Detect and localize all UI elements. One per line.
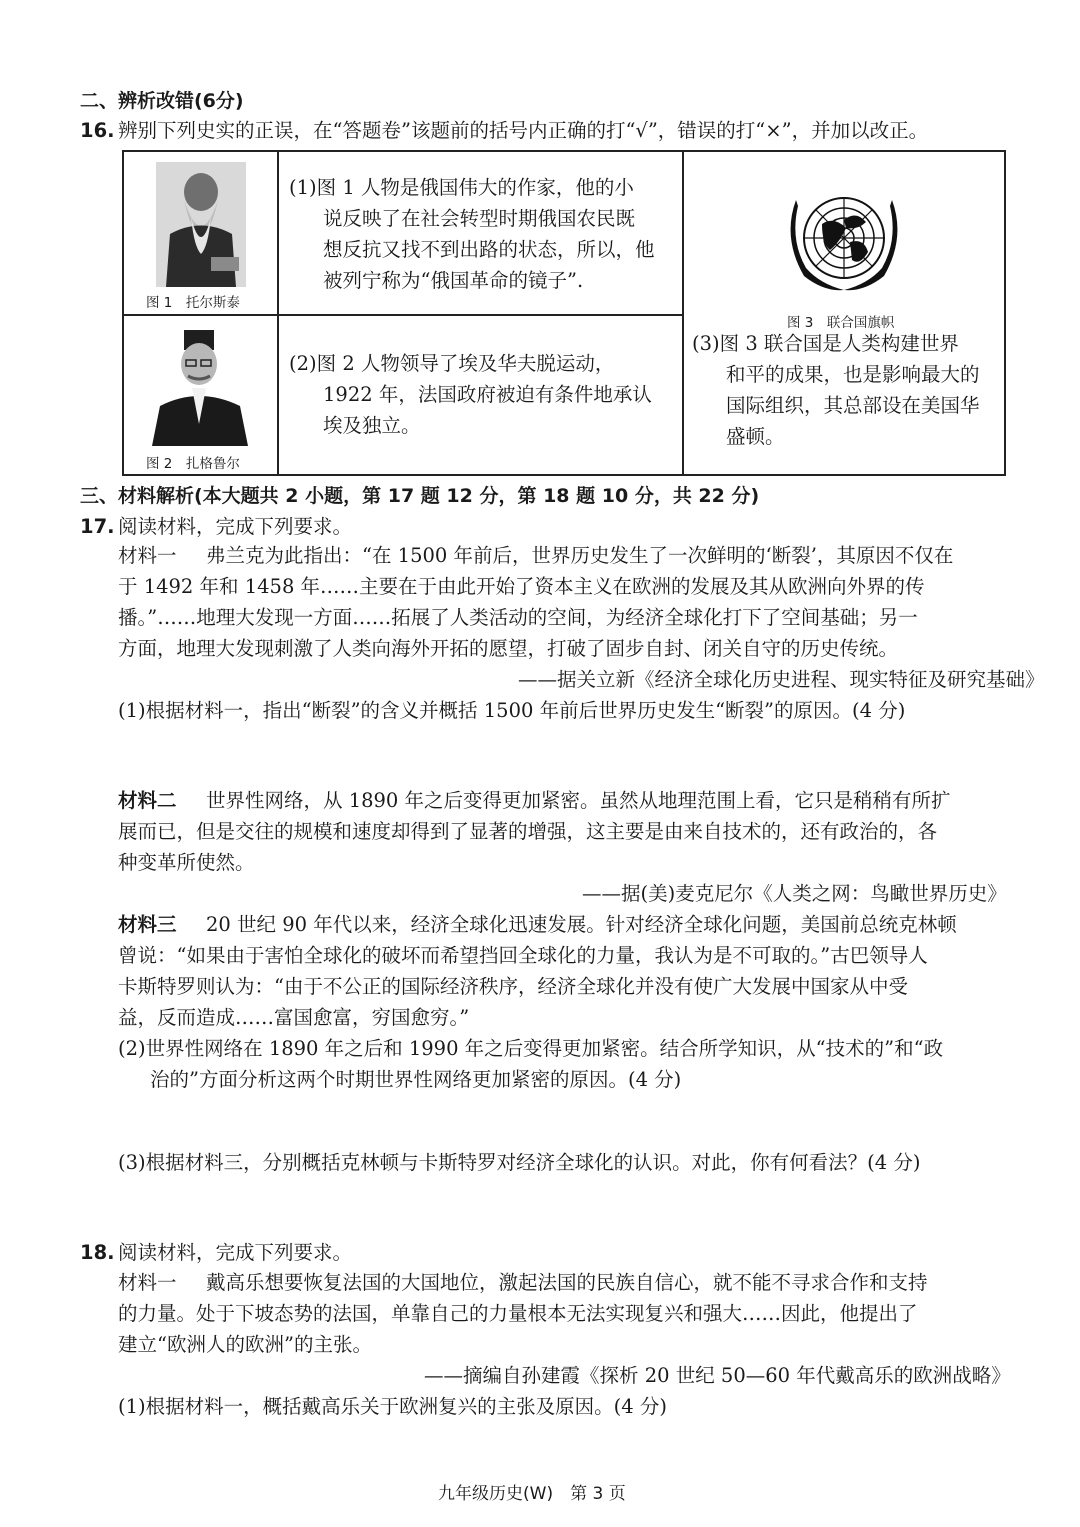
section-heading: 二、辨析改错(6分) xyxy=(80,90,244,112)
figure-caption: 图 2 扎格鲁尔 xyxy=(146,456,240,472)
question-number: 16. xyxy=(80,119,115,142)
material-text: 种变革所使然。 xyxy=(118,851,255,874)
sub-question: (1)根据材料一，概括戴高乐关于欧洲复兴的主张及原因。(4 分) xyxy=(118,1395,667,1418)
material-text: 弗兰克为此指出：“在 1500 年前后，世界历史发生了一次鲜明的‘断裂’，其原因不仅在 xyxy=(206,544,954,567)
item-1-text: (1)图 1 人物是俄国伟大的作家，他的小 说反映了在社会转型时期俄国农民既 想反抗又找不到出路的状态，所以，他 被列宁称为“俄国革命的镜子”. xyxy=(289,176,655,292)
material-text: 戴高乐想要恢复法国的大国地位，激起法国的民族自信心，就不能不寻求合作和支持 xyxy=(206,1271,928,1294)
material-text: 展而已，但是交往的规模和速度却得到了显著的增强，这主要是由来自技术的，还有政治的，各 xyxy=(118,820,938,843)
un-emblem-icon xyxy=(774,180,914,300)
zaghlul-portrait-image xyxy=(148,324,252,446)
material-text: 卡斯特罗则认为：“由于不公正的国际经济秩序，经济全球化并没有使广大发展中国家从中受 xyxy=(118,975,908,998)
material-source: ——摘编自孙建霞《探析 20 世纪 50—60 年代戴高乐的欧洲战略》 xyxy=(424,1364,1011,1387)
item-2-text: (2)图 2 人物领导了埃及华夫脱运动， 1922 年，法国政府被迫有条件地承认 埃及独立。 xyxy=(289,352,652,437)
material-label: 材料二 xyxy=(118,789,177,812)
sub-question: (1)根据材料一，指出“断裂”的含义并概括 1500 年前后世界历史发生“断裂”的原因。(4 分) xyxy=(118,699,906,722)
figure-table xyxy=(122,150,1006,476)
material-text: 益，反而造成……富国愈富，穷国愈穷。” xyxy=(118,1006,470,1029)
sub-question: (2)世界性网络在 1890 年之后和 1990 年之后变得更加紧密。结合所学知识，从“技术的”和“政 xyxy=(118,1037,944,1060)
material-label: 材料一 xyxy=(118,544,177,567)
section-heading: 三、材料解析(本大题共 2 小题，第 17 题 12 分，第 18 题 10 分，共 22 分) xyxy=(80,485,760,507)
material-label: 材料一 xyxy=(118,1271,177,1294)
material-text: 方面，地理大发现刺激了人类向海外开拓的愿望，打破了固步自封、闭关自守的历史传统。 xyxy=(118,637,899,660)
sub-question: (3)根据材料三，分别概括克林顿与卡斯特罗对经济全球化的认识。对此，你有何看法？(4 分) xyxy=(118,1151,921,1174)
question-text: 辨别下列史实的正误，在“答题卷”该题前的括号内正确的打“√”，错误的打“×”，并加以改正。 xyxy=(118,119,929,142)
page-footer: 九年级历史(W) 第 3 页 xyxy=(438,1484,626,1504)
material-text: 曾说：“如果由于害怕全球化的破坏而希望挡回全球化的力量，我认为是不可取的。”古巴领导人 xyxy=(118,944,928,967)
material-text: 播。”……地理大发现一方面……拓展了人类活动的空间，为经济全球化打下了空间基础；另一 xyxy=(118,606,918,629)
material-text: 的力量。处于下坡态势的法国，单靠自己的力量根本无法实现复兴和强大……因此，他提出了 xyxy=(118,1302,918,1325)
figure-caption: 图 3 联合国旗帜 xyxy=(787,315,895,331)
figure-caption: 图 1 托尔斯泰 xyxy=(146,295,240,311)
material-text: 世界性网络，从 1890 年之后变得更加紧密。虽然从地理范围上看，它只是稍稍有所扩 xyxy=(206,789,951,812)
question-intro: 阅读材料，完成下列要求。 xyxy=(118,1241,353,1264)
material-text: 20 世纪 90 年代以来，经济全球化迅速发展。针对经济全球化问题，美国前总统克林顿 xyxy=(206,913,957,936)
material-text: 建立“欧洲人的欧洲”的主张。 xyxy=(118,1333,372,1356)
material-source: ——据(美)麦克尼尔《人类之网：鸟瞰世界历史》 xyxy=(582,882,1007,905)
question-number: 17. xyxy=(80,515,115,538)
material-source: ——据关立新《经济全球化历史进程、现实特征及研究基础》 xyxy=(518,668,1045,691)
question-number: 18. xyxy=(80,1241,115,1264)
material-label: 材料三 xyxy=(118,913,177,936)
item-3-text: (3)图 3 联合国是人类构建世界 和平的成果，也是影响最大的 国际组织，其总部设在美国华 盛顿。 xyxy=(692,332,980,448)
tolstoy-portrait-image xyxy=(156,162,246,287)
question-intro: 阅读材料，完成下列要求。 xyxy=(118,515,353,538)
sub-question: 治的”方面分析这两个时期世界性网络更加紧密的原因。(4 分) xyxy=(150,1068,682,1091)
material-text: 于 1492 年和 1458 年……主要在于由此开始了资本主义在欧洲的发展及其从欧洲向外界的传 xyxy=(118,575,925,598)
